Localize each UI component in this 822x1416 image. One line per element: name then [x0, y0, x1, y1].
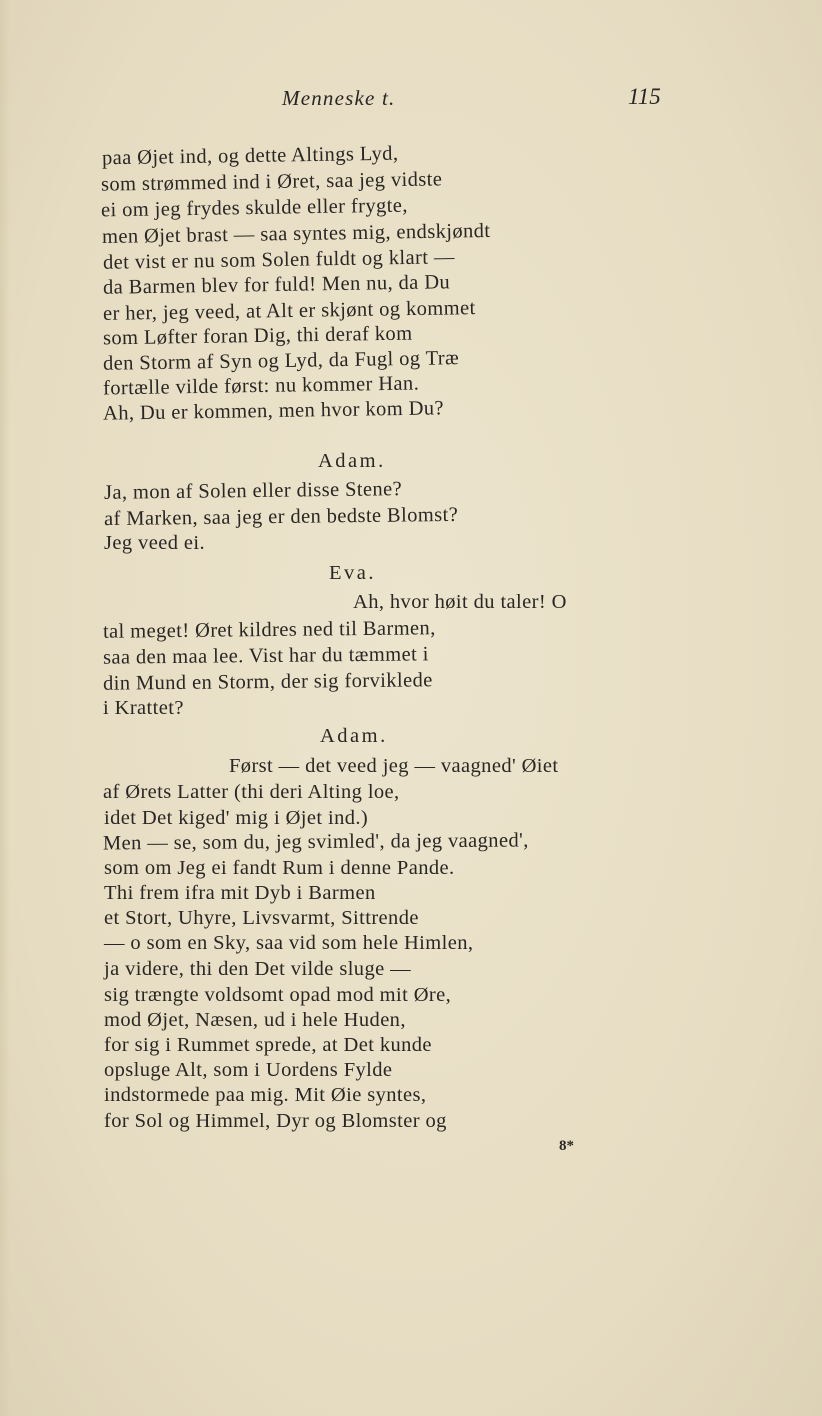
verse-line: Først — det veed jeg — vaagned' Øiet — [229, 755, 559, 777]
page-number: 115 — [628, 84, 661, 109]
verse-line: for sig i Rummet sprede, at Det kunde — [104, 1034, 432, 1056]
verse-line: saa den maa lee. Vist har du tæmmet i — [102, 643, 429, 669]
speaker-heading: Eva. — [329, 562, 376, 584]
signature-mark: 8* — [559, 1138, 574, 1154]
verse-line: idet Det kiged' mig i Øjet ind.) — [104, 807, 369, 829]
verse-line: den Storm af Syn og Lyd, da Fugl og Træ — [102, 347, 460, 375]
page-edge — [0, 0, 10, 1416]
verse-line: men Øjet brast — saa syntes mig, endskjøndt — [101, 219, 491, 249]
verse-line: sig trængte voldsomt opad mod mit Øre, — [104, 984, 452, 1006]
verse-line: Ja, mon af Solen eller disse Stene? — [103, 478, 403, 504]
verse-line: af Ørets Latter (thi deri Alting loe, — [103, 781, 400, 803]
verse-line: som Løfter foran Dig, thi deraf kom — [102, 322, 413, 350]
verse-line: tal meget! Øret kildres ned til Barmen, — [102, 617, 436, 643]
running-title: Menneske t. — [282, 86, 396, 110]
verse-line: ja videre, thi den Det vilde sluge — — [104, 958, 412, 980]
verse-line: som om Jeg ei fandt Rum i denne Pande. — [104, 857, 455, 879]
verse-line: — o som en Sky, saa vid som hele Himlen, — [104, 932, 474, 954]
verse-line: af Marken, saa jeg er den bedste Blomst? — [103, 503, 459, 531]
verse-line: Jeg veed ei. — [104, 532, 205, 554]
verse-line: din Mund en Storm, der sig forviklede — [102, 669, 433, 695]
verse-line: for Sol og Himmel, Dyr og Blomster og — [104, 1110, 447, 1132]
verse-line: et Stort, Uhyre, Livsvarmt, Sittrende — [104, 907, 419, 929]
verse-line: paa Øjet ind, og dette Altings Lyd, — [101, 142, 399, 170]
verse-line: da Barmen blev for fuld! Men nu, da Du — [102, 271, 451, 299]
verse-line: Thi frem ifra mit Dyb i Barmen — [104, 882, 376, 904]
verse-line: som strømmed ind i Øret, saa jeg vidste — [100, 168, 443, 196]
verse-line: Ah, hvor høit du taler! O — [353, 591, 567, 613]
running-head — [0, 86, 822, 116]
verse-line: fortælle vilde først: nu kommer Han. — [102, 372, 420, 400]
verse-line: opsluge Alt, som i Uordens Fylde — [104, 1059, 393, 1081]
verse-line: Ah, Du er kommen, men hvor kom Du? — [102, 397, 445, 425]
speaker-heading: Adam. — [320, 725, 388, 747]
verse-line: det vist er nu som Solen fuldt og klart — — [102, 246, 455, 274]
verse-line: indstormede paa mig. Mit Øie syntes, — [104, 1084, 427, 1106]
verse-line: mod Øjet, Næsen, ud i hele Huden, — [104, 1009, 406, 1031]
verse-line: Men — se, som du, jeg svimled', da jeg vaagned', — [102, 829, 529, 855]
verse-line: er her, jeg veed, at Alt er skjønt og kommet — [102, 297, 476, 325]
verse-line: i Krattet? — [103, 697, 184, 719]
verse-line: ei om jeg frydes skulde eller frygte, — [100, 194, 408, 222]
speaker-heading: Adam. — [318, 450, 386, 472]
